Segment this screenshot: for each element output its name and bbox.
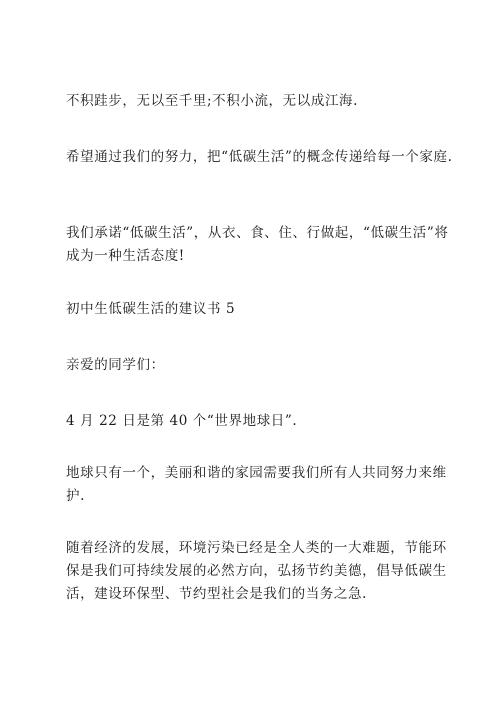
- paragraph-earth-day: 4 月 22 日是第 40 个“世界地球日”.: [66, 413, 298, 429]
- section-heading: 初中生低碳生活的建议书 5: [66, 301, 236, 317]
- paragraph-hope: 希望通过我们的努力，把“低碳生活”的概念传递给每一个家庭.: [66, 149, 453, 165]
- paragraph-economy: 随着经济的发展，环境污染已经是全人类的一大难题，节能环保是我们可持续发展的必然方向，弘扬节约美德，倡导低碳生活，建设环保型、节约型社会是我们的当务之急.: [66, 540, 447, 602]
- paragraph-promise: 我们承诺“低碳生活”，从衣、食、住、行做起，“低碳生活”将成为一种生活态度!: [66, 225, 449, 264]
- salutation: 亲爱的同学们：: [66, 357, 165, 373]
- paragraph-proverb: 不积跬步，无以至千里;不积小流，无以成江海.: [66, 93, 359, 109]
- paragraph-one-earth: 地球只有一个，美丽和谐的家园需要我们所有人共同努力来维护.: [66, 465, 447, 504]
